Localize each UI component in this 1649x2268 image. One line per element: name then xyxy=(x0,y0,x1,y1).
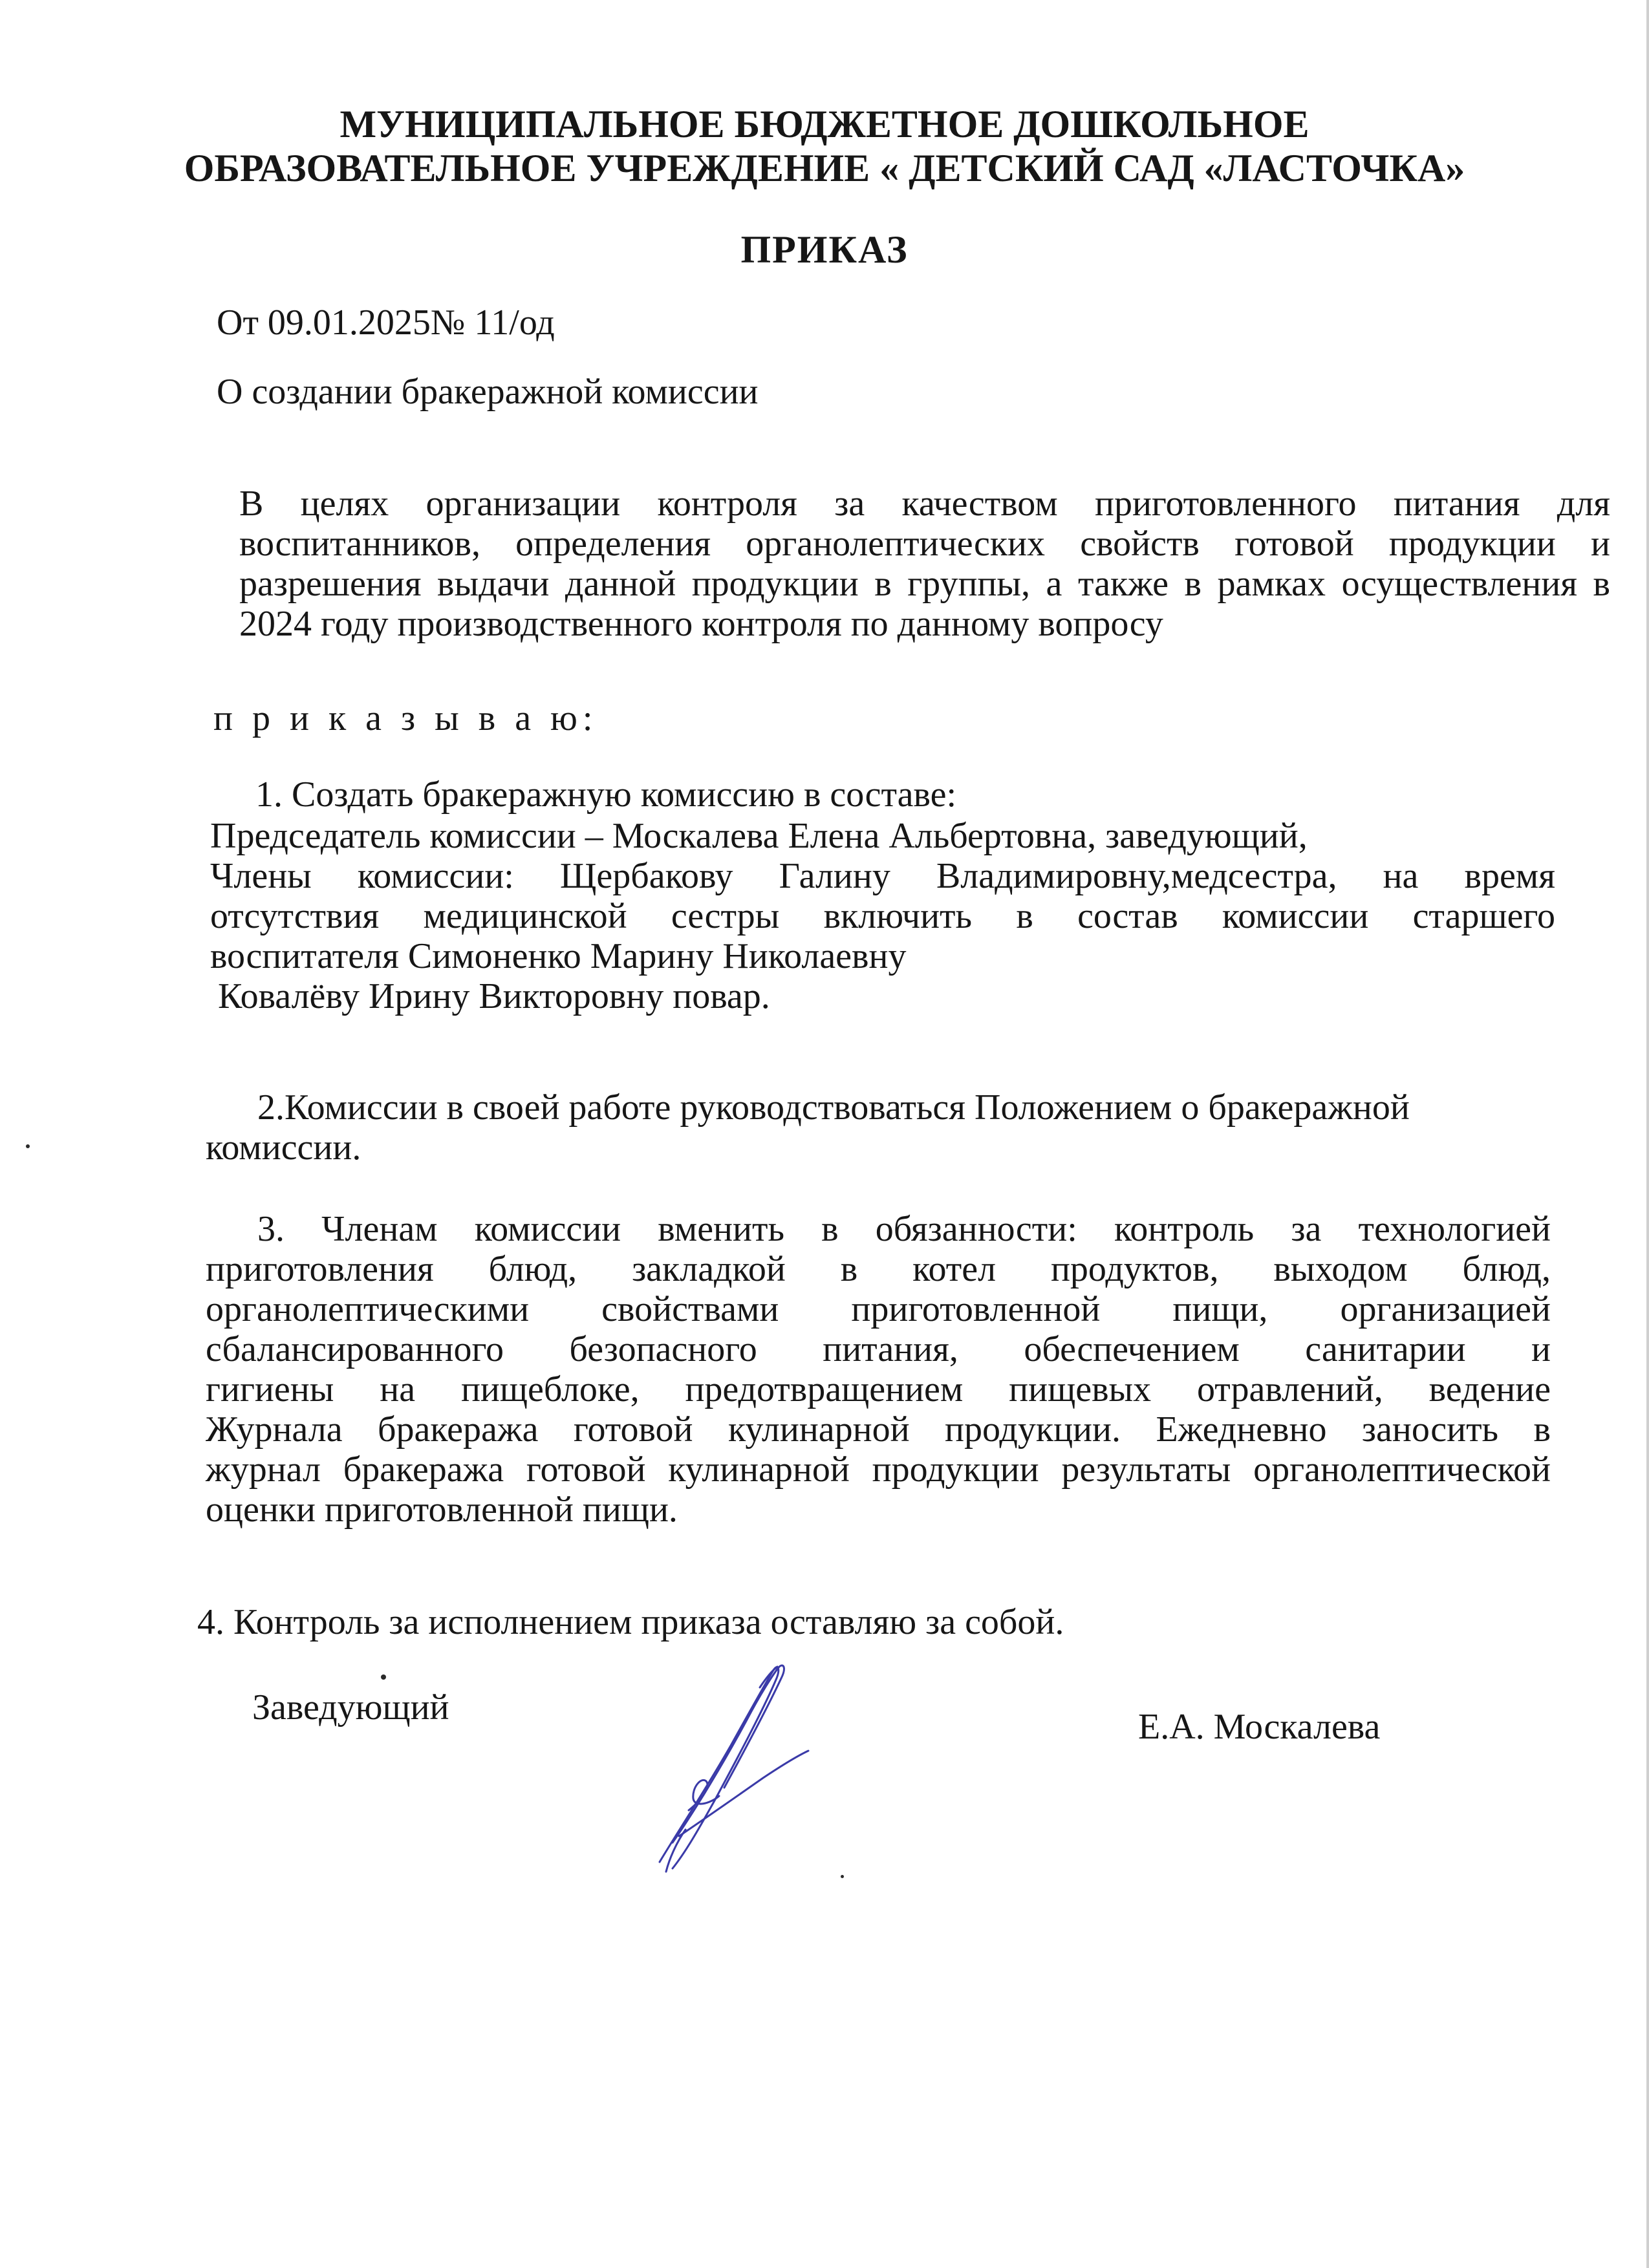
scan-speck xyxy=(841,1875,844,1878)
item1-line: отсутствия медицинской сестры включить в состав комиссии старшего xyxy=(210,896,1555,936)
item3-line: журнал бракеража готовой кулинарной продукции результаты органолептической xyxy=(206,1450,1551,1490)
preamble-line: 2024 году производственного контроля по данному вопросу xyxy=(239,604,1163,644)
item2-body xyxy=(206,1087,1564,1168)
item3-line: сбалансированного безопасного питания, обеспечением санитарии и xyxy=(206,1329,1551,1369)
item3-line: приготовления блюд, закладкой в котел продуктов, выходом блюд, xyxy=(206,1249,1551,1289)
item1-line: Председатель комиссии – Москалева Елена Альбертовна, заведующий, xyxy=(210,816,1308,856)
item2-line: 2.Комиссии в своей работе руководствоваться Положением о бракеражной xyxy=(257,1087,1410,1128)
item3-body xyxy=(206,1209,1551,1530)
item1-body xyxy=(210,816,1555,1016)
item4-line: 4. Контроль за исполнением приказа оставляю за собой. xyxy=(197,1602,1064,1642)
item1-heading: 1. Создать бракеражную комиссию в составе: xyxy=(255,775,957,815)
item3-line: органолептическими свойствами приготовленной пищи, организацией xyxy=(206,1289,1551,1329)
item3-line: гигиены на пищеблоке, предотвращением пищевых отравлений, ведение xyxy=(206,1369,1551,1409)
subject-line: О создании бракеражной комиссии xyxy=(217,372,759,412)
preamble-line: разрешения выдачи данной продукции в группы, а также в рамках осуществления в xyxy=(239,564,1610,604)
institution-name-line1: МУНИЦИПАЛЬНОЕ БЮДЖЕТНОЕ ДОШКОЛЬНОЕ xyxy=(339,103,1310,145)
item3-line: 3. Членам комиссии вменить в обязанности: контроль за технологией xyxy=(257,1209,1551,1249)
item1-line: Члены комиссии: Щербакову Галину Владимировну,медсестра, на время xyxy=(210,856,1555,896)
item2-line: комиссии. xyxy=(206,1128,361,1168)
date-number: От 09.01.2025№ 11/од xyxy=(217,303,555,343)
scan-speck xyxy=(381,1674,386,1680)
item3-line: оценки приготовленной пищи. xyxy=(206,1490,678,1530)
item3-line: Журнала бракеража готовой кулинарной продукции. Ежедневно заносить в xyxy=(206,1409,1551,1450)
handwritten-signature xyxy=(634,1649,828,1894)
preamble-line: В целях организации контроля за качеством приготовленного питания для xyxy=(239,484,1610,524)
scan-speck xyxy=(26,1144,30,1148)
signature-position: Заведующий xyxy=(252,1687,449,1728)
institution-name-line2: ОБРАЗОВАТЕЛЬНОЕ УЧРЕЖДЕНИЕ « ДЕТСКИЙ САД «ЛАСТОЧКА» xyxy=(184,147,1465,189)
signature-name: Е.А. Москалева xyxy=(1138,1707,1381,1747)
item1-line: Ковалёву Ирину Викторовну повар. xyxy=(218,976,770,1016)
document-title: ПРИКАЗ xyxy=(740,228,909,271)
scan-edge xyxy=(1646,0,1649,2268)
preamble xyxy=(239,484,1610,644)
item1-line: воспитателя Симоненко Марину Николаевну xyxy=(210,936,907,976)
order-word: п р и к а з ы в а ю: xyxy=(213,698,598,738)
preamble-line: воспитанников, определения органолептических свойств готовой продукции и xyxy=(239,524,1610,564)
